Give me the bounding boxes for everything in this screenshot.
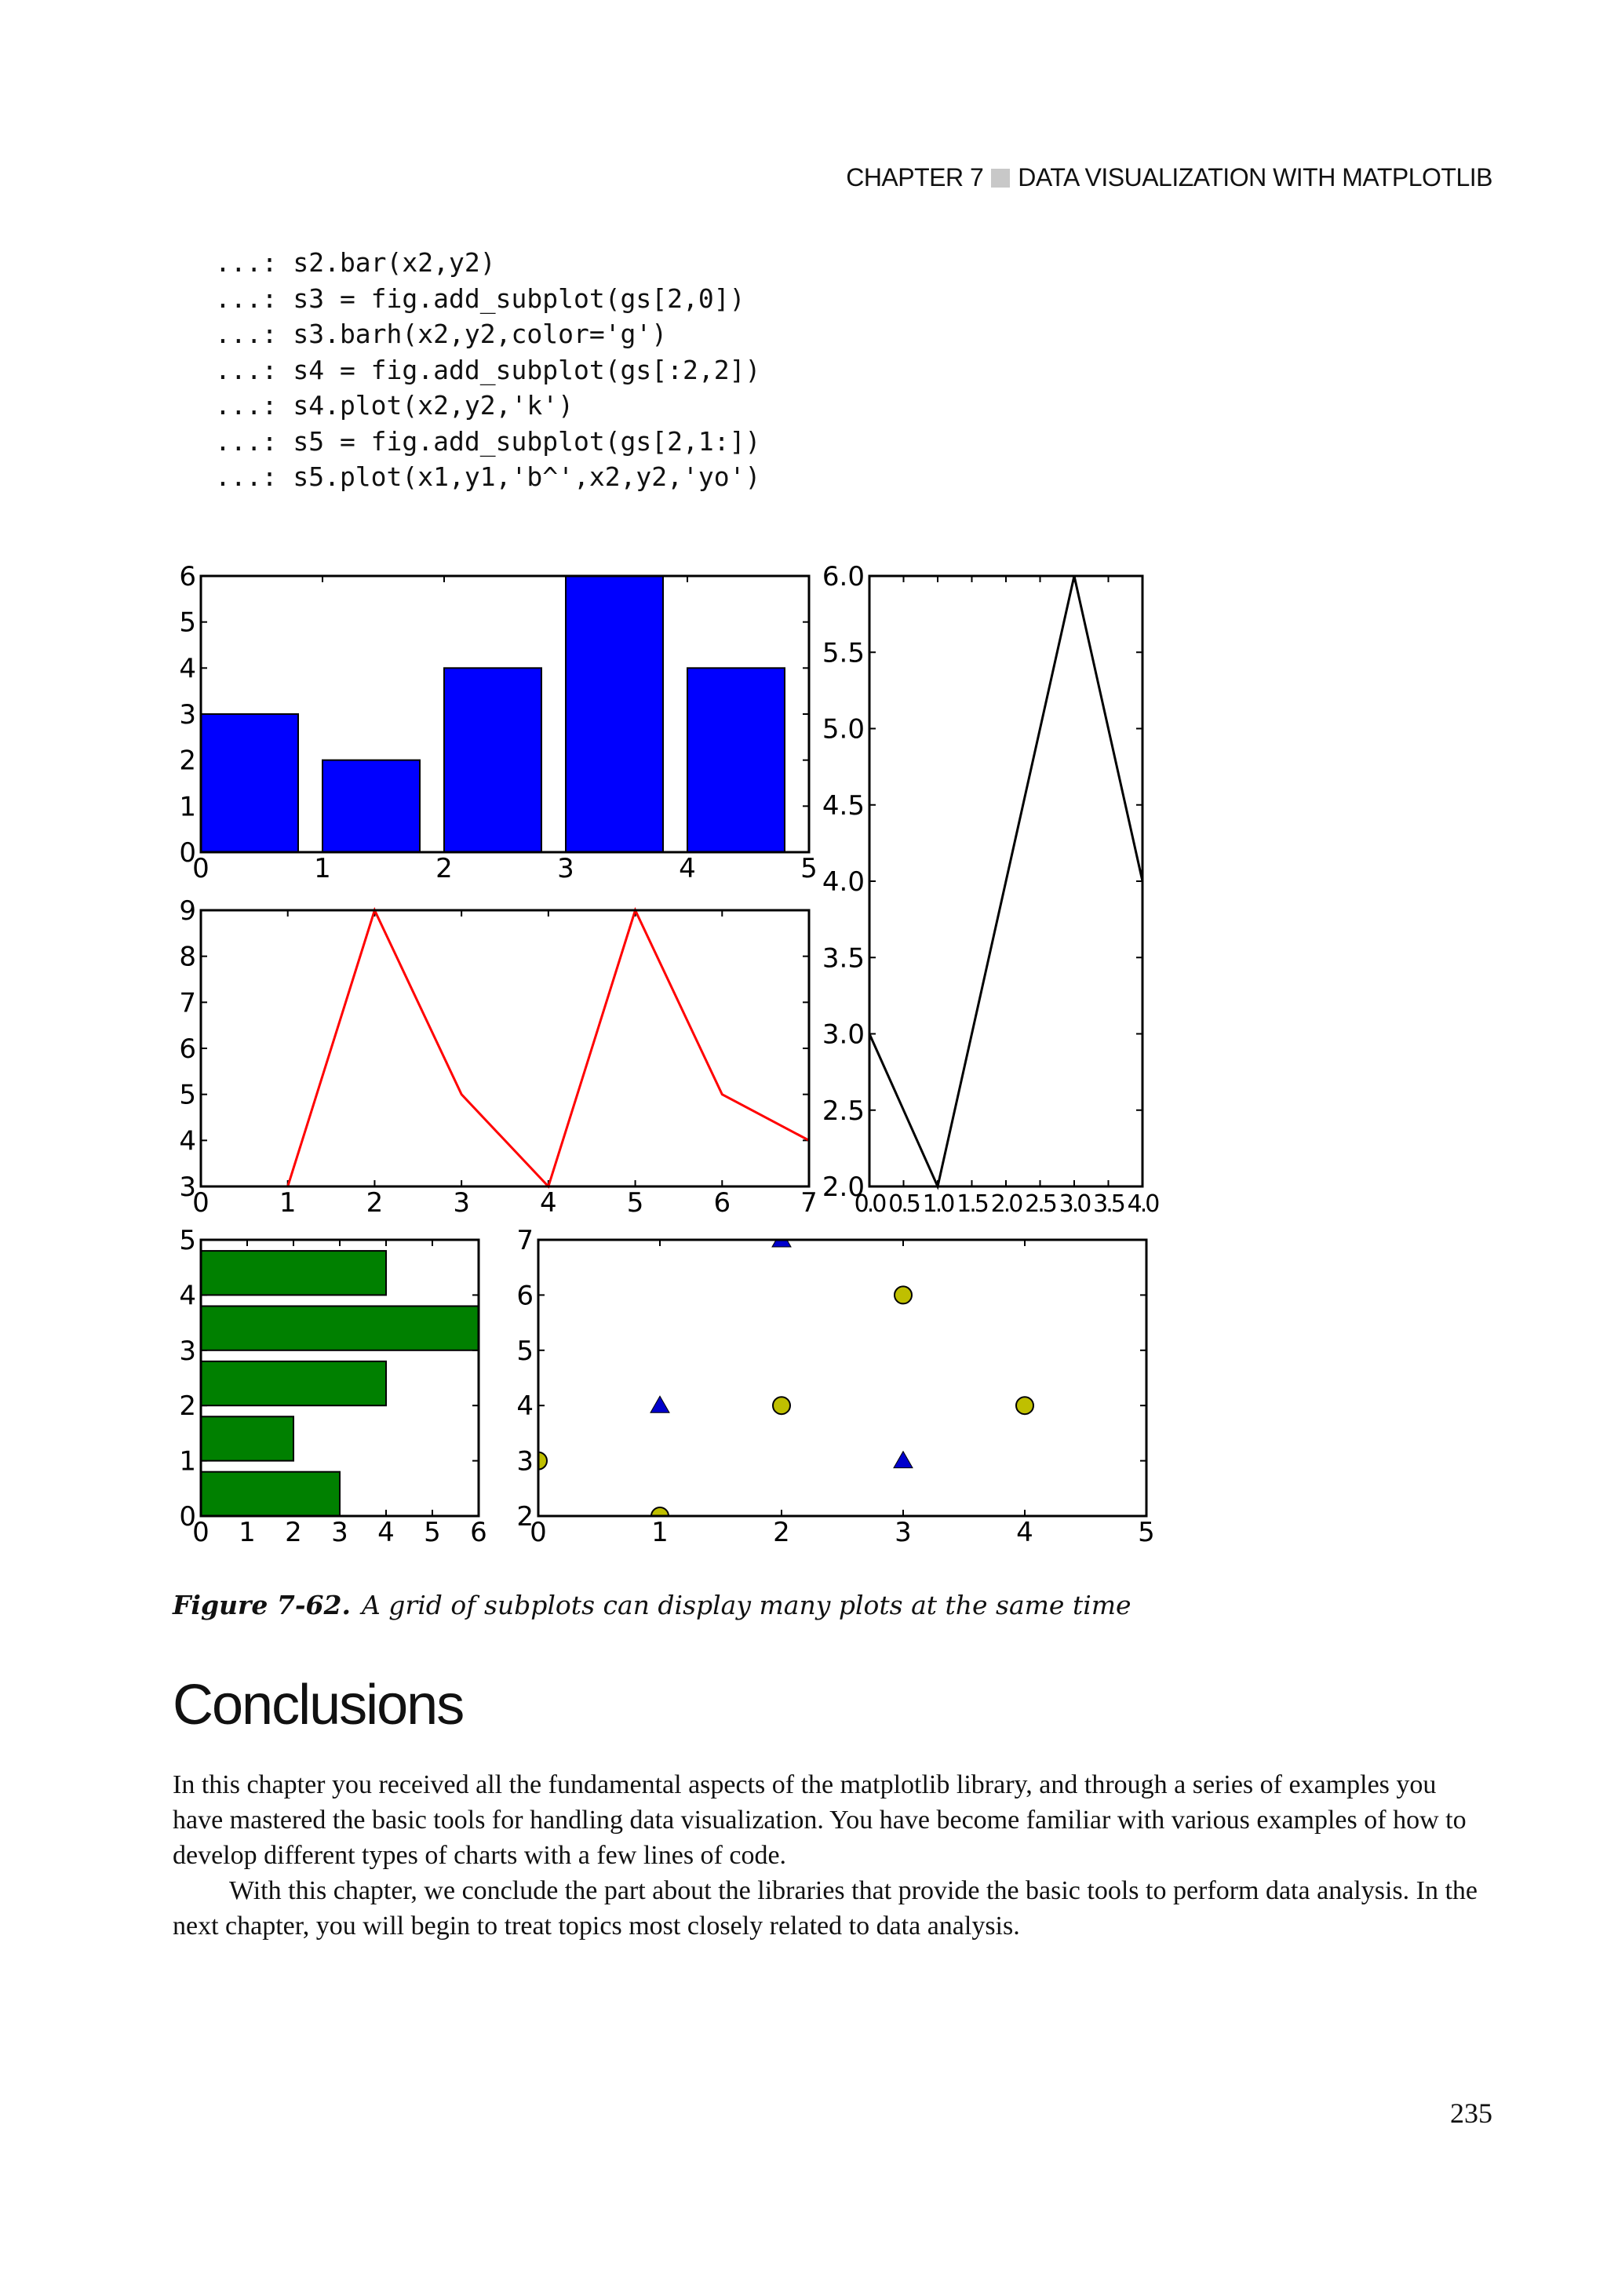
x-tick-label: 3.5 xyxy=(1093,1190,1124,1218)
bar xyxy=(201,1251,386,1295)
x-tick-label: 1 xyxy=(239,1517,256,1548)
x-tick-label: 5 xyxy=(626,1187,644,1219)
code-line: ...: s4.plot(x2,y2,'k') xyxy=(215,390,574,421)
x-tick-label: 1 xyxy=(314,853,331,884)
x-tick-label: 1.0 xyxy=(922,1190,953,1218)
x-tick-label: 0.5 xyxy=(888,1190,919,1218)
x-tick-label: 4 xyxy=(540,1187,557,1219)
y-tick-label: 9 xyxy=(179,895,196,927)
x-tick-label: 4 xyxy=(377,1517,395,1548)
bar xyxy=(566,576,663,852)
bar xyxy=(201,1306,479,1350)
x-tick-label: 3 xyxy=(557,853,574,884)
x-tick-label: 6 xyxy=(470,1517,487,1548)
y-tick-label: 4 xyxy=(516,1390,534,1423)
bar xyxy=(322,760,420,852)
y-tick-label: 6 xyxy=(516,1280,534,1312)
figure-caption-text: A grid of subplots can display many plots at the same time xyxy=(361,1590,1131,1620)
figure-label: Figure 7-62. xyxy=(173,1590,351,1620)
code-line: ...: s3 = fig.add_subplot(gs[2,0]) xyxy=(215,282,745,314)
x-tick-label: 4 xyxy=(679,853,696,884)
y-tick-label: 2.0 xyxy=(822,1172,865,1203)
x-tick-label: 3 xyxy=(895,1517,912,1548)
y-tick-label: 6 xyxy=(179,561,196,592)
plot-area xyxy=(538,1240,1146,1516)
code-line: ...: s5.plot(x1,y1,'b^',x2,y2,'yo') xyxy=(215,461,761,492)
x-tick-label: 2 xyxy=(366,1187,384,1219)
code-listing xyxy=(215,245,760,495)
y-tick-label: 3 xyxy=(179,699,196,731)
code-line: ...: s2.bar(x2,y2) xyxy=(215,247,496,278)
x-tick-label: 5 xyxy=(424,1517,441,1548)
bar xyxy=(201,1416,293,1460)
figure-caption xyxy=(173,1590,1131,1620)
x-tick-label: 4.0 xyxy=(1127,1190,1158,1218)
circle-marker xyxy=(1016,1397,1033,1414)
x-tick-label: 3 xyxy=(453,1187,470,1219)
y-tick-label: 7 xyxy=(516,1225,534,1256)
x-tick-label: 2.5 xyxy=(1025,1190,1055,1218)
x-tick-label: 5 xyxy=(1138,1517,1155,1548)
bar xyxy=(201,1361,386,1405)
code-line: ...: s5 = fig.add_subplot(gs[2,1:]) xyxy=(215,425,761,457)
y-tick-label: 5 xyxy=(516,1335,534,1367)
y-tick-label: 3 xyxy=(179,1172,196,1203)
subplot-grid-figure xyxy=(171,556,1168,1560)
running-header xyxy=(846,163,1492,192)
y-tick-label: 2 xyxy=(179,745,196,777)
header-separator-square xyxy=(991,169,1010,188)
x-tick-label: 3 xyxy=(331,1517,348,1548)
bar xyxy=(201,1472,340,1516)
x-tick-label: 0 xyxy=(530,1517,547,1548)
x-tick-label: 0 xyxy=(192,1187,210,1219)
plot-area xyxy=(201,910,809,1186)
x-tick-label: 7 xyxy=(800,1187,818,1219)
x-tick-label: 2 xyxy=(435,853,453,884)
y-tick-label: 3.0 xyxy=(822,1019,865,1051)
x-tick-label: 1 xyxy=(279,1187,297,1219)
y-tick-label: 3 xyxy=(516,1445,534,1478)
circle-marker xyxy=(895,1286,912,1303)
x-tick-label: 2 xyxy=(773,1517,790,1548)
y-tick-label: 1 xyxy=(179,1445,196,1478)
x-tick-label: 0 xyxy=(192,853,210,884)
bar xyxy=(687,668,785,852)
line_red-axes xyxy=(179,895,817,1219)
section-heading: Conclusions xyxy=(173,1674,464,1737)
y-tick-label: 8 xyxy=(179,941,196,973)
y-tick-label: 5.5 xyxy=(822,637,865,669)
y-tick-label: 3 xyxy=(179,1335,196,1367)
y-tick-label: 5 xyxy=(179,607,196,639)
code-line: ...: s3.barh(x2,y2,color='g') xyxy=(215,319,668,349)
x-tick-label: 2 xyxy=(285,1517,302,1548)
barh-axes xyxy=(179,1225,486,1548)
y-tick-label: 6 xyxy=(179,1033,196,1065)
page-number: 235 xyxy=(1450,2097,1492,2129)
x-tick-label: 6 xyxy=(713,1187,731,1219)
y-tick-label: 4.0 xyxy=(822,866,865,898)
y-tick-label: 3.5 xyxy=(822,942,865,975)
y-tick-label: 2 xyxy=(516,1501,534,1532)
x-tick-label: 4 xyxy=(1016,1517,1033,1548)
x-tick-label: 0.0 xyxy=(854,1190,885,1218)
x-tick-label: 2.0 xyxy=(990,1190,1022,1218)
code-line: ...: s4 = fig.add_subplot(gs[:2,2]) xyxy=(215,354,761,385)
section-body xyxy=(173,1767,1483,1944)
chapter-title: DATA VISUALIZATION WITH MATPLOTLIB xyxy=(1018,163,1492,191)
y-tick-label: 1 xyxy=(179,791,196,823)
x-tick-label: 0 xyxy=(192,1517,210,1548)
y-tick-label: 7 xyxy=(179,987,196,1019)
line_black-axes xyxy=(822,561,1159,1218)
y-tick-label: 5 xyxy=(179,1225,196,1256)
x-tick-label: 1.5 xyxy=(957,1190,987,1218)
y-tick-label: 4 xyxy=(179,653,196,685)
y-tick-label: 2.5 xyxy=(822,1095,865,1127)
bar-axes xyxy=(179,561,817,884)
x-tick-label: 5 xyxy=(800,853,818,884)
y-tick-label: 4 xyxy=(179,1280,196,1312)
y-tick-label: 5 xyxy=(179,1079,196,1111)
y-tick-label: 4.5 xyxy=(822,789,865,822)
y-tick-label: 5.0 xyxy=(822,713,865,745)
y-tick-label: 4 xyxy=(179,1125,196,1157)
paragraph: With this chapter, we conclude the part about the libraries that provide the basic tools to perform data analysis. In the next chapter, you will begin to treat topics most closely related to data analysis. xyxy=(173,1876,1478,1941)
x-tick-label: 3.0 xyxy=(1059,1190,1090,1218)
bar xyxy=(201,714,298,852)
paragraph: In this chapter you received all the fundamental aspects of the matplotlib library, and through a series of examples you have mastered the basic tools for handling data visualization. You have become familiar with various examples of how to develop different types of charts with a few lines of code. xyxy=(173,1770,1467,1870)
y-tick-label: 0 xyxy=(179,837,196,869)
y-tick-label: 0 xyxy=(179,1501,196,1532)
y-tick-label: 6.0 xyxy=(822,561,865,592)
scatter-axes xyxy=(516,1225,1154,1548)
bar xyxy=(444,668,541,852)
x-tick-label: 1 xyxy=(651,1517,669,1548)
chapter-label: CHAPTER 7 xyxy=(846,163,984,191)
circle-marker xyxy=(773,1397,790,1414)
y-tick-label: 2 xyxy=(179,1390,196,1423)
